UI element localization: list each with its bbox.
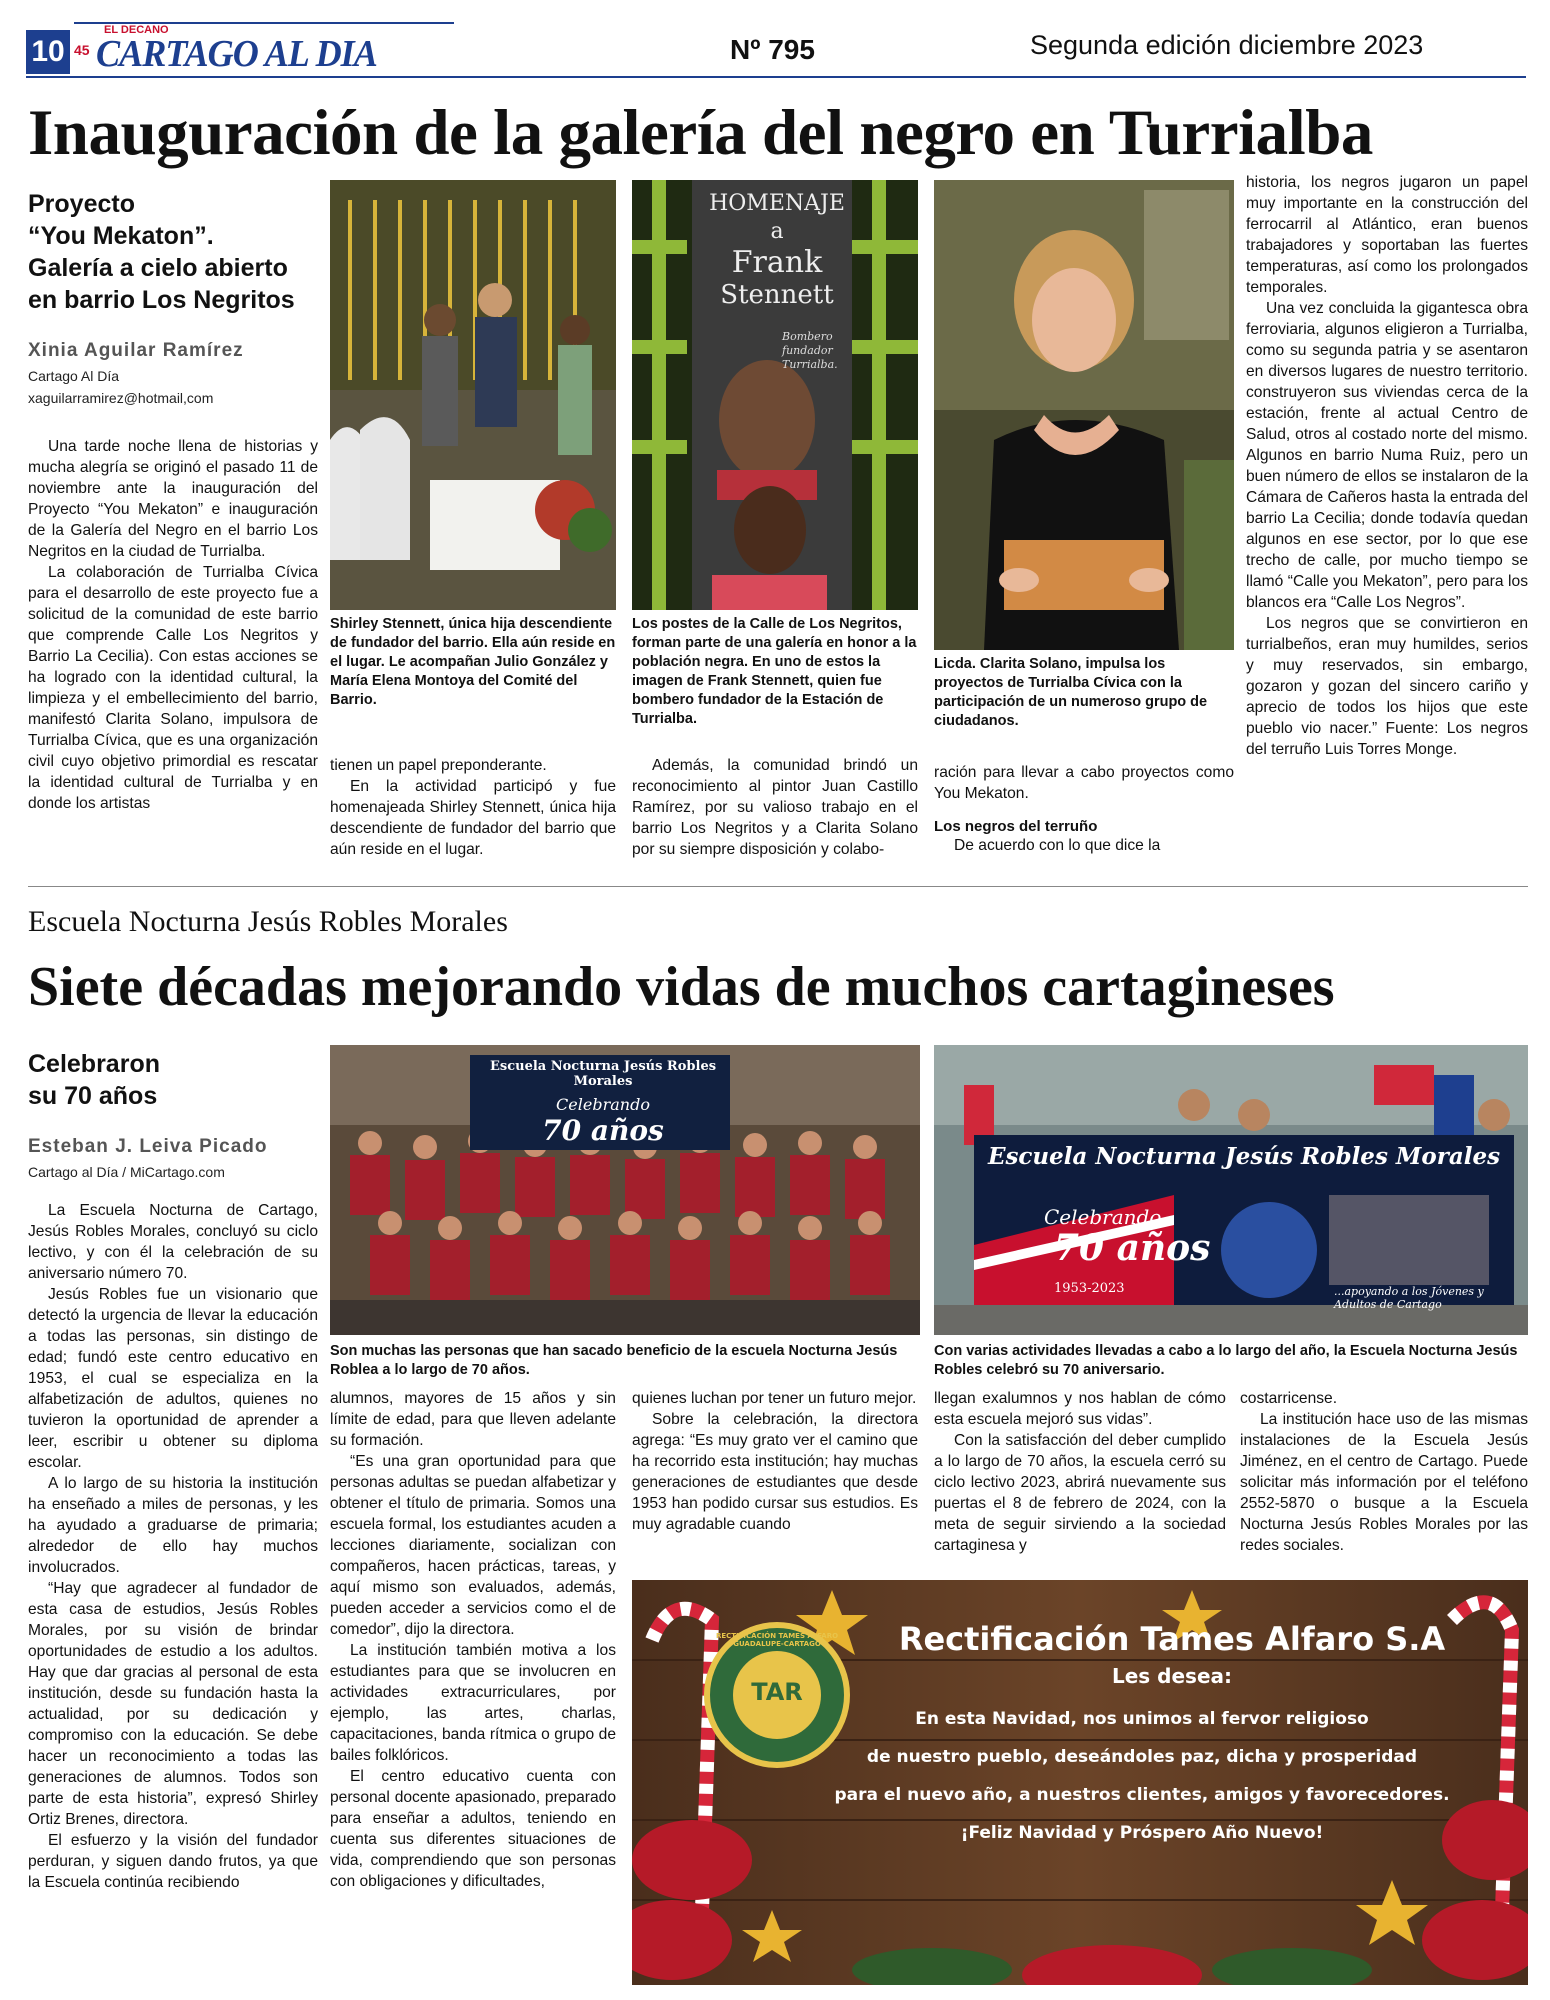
painting-line: a (770, 219, 784, 244)
article1-author: Xinia Aguilar Ramírez (28, 340, 244, 361)
paragraph: Los negros que se convirtieron en turrialbeños, eran muy humildes, serios y muy reservados, sin embargo, gozaron y gozan del sincero cariño y aprecio de todos los hijos que este pueblo vio nacer.” Fuente: Los negros del terruño Luis Torres Monge. (1246, 615, 1528, 758)
photo-caption: Son muchas las personas que han sacado beneficio de la escuela Nocturna Jesús Roblea a lo largo de 70 años. (330, 1343, 898, 1378)
paragraph: quienes luchan por tener un futuro mejor. (632, 1390, 917, 1407)
photo-shirley-stennett (330, 180, 616, 610)
paragraph: Además, la comunidad brindó un reconocimiento al pintor Juan Castillo Ramírez, por su valioso trabajo en el barrio Los Negritos y a Clarita Solano por su siempre disposición y colabo- (632, 757, 918, 858)
painting-line: Turrialba. (782, 358, 838, 371)
page-number: 10 (26, 30, 70, 74)
ad-line: de nuestro pueblo, deseándoles paz, dicha y prosperidad (866, 1747, 1418, 1767)
paragraph: costarricense. (1240, 1390, 1338, 1407)
ad-logo-ring: RECTIFICACIÓN TAMES ALFARO GUADALUPE-CARTAGO (715, 1632, 839, 1648)
paragraph: De acuerdo con lo que dice la (954, 837, 1161, 854)
paragraph: tienen un papel preponderante. (330, 757, 547, 774)
logo-text: CARTAGO AL DIA (96, 33, 377, 75)
article1-col4 (934, 762, 1234, 856)
paragraph: La Escuela Nocturna de Cartago, Jesús Robles Morales, concluyó su ciclo lectivo, y con él la celebración de su aniversario número 70. (28, 1202, 318, 1282)
paragraph: “Hay que agradecer al fundador de esta casa de estudios, Jesús Robles Morales, por su visión de brindar oportunidades de estudio a los adultos. Hay que dar gracias al personal de esta institución, desde su fundación hasta la actualidad, por su dedicación y compromiso con la educación. Se debe hacer un reconocimiento a todas las generaciones de alumnos. Todos son parte de esta historia”, expresó Shirley Ortiz Brenes, directora. (28, 1580, 318, 1828)
paragraph: Con la satisfacción del deber cumplido a lo largo de 70 años, la escuela cerró su ciclo lectivo 2023, abrirá nuevamente sus puertas el 8 de febrero de 2024, con la meta de seguir sirviendo a la sociedad cartaginesa y (934, 1432, 1226, 1554)
paragraph: La institución también motiva a los estudiantes para que se involucren en actividades extracurriculares, por ejemplo, las artes, charlas, capacitaciones, banda rítmica o grupo de bailes folklóricos. (330, 1642, 616, 1764)
painting-subtext (782, 330, 852, 372)
article1-headline: Inauguración de la galería del negro en Turrialba (28, 97, 1373, 169)
article1-col1 (28, 436, 318, 814)
group-banner (478, 1059, 728, 1147)
article1-kicker (28, 188, 318, 406)
banner-line: 70 años (1054, 1227, 1211, 1269)
article2-kicker (28, 1048, 318, 1180)
paragraph: “Es una gran oportunidad para que personas adultas se puedan alfabetizar y obtener el título de primaria. Somos una escuela formal, los estudiantes acuden a lecciones diariamente, socializan con compañeros, hacen prácticas, tareas, y aquí mismo son evaluados, además, pueden acceder a servicios como el de comedor”, dijo la directora. (330, 1453, 616, 1638)
kicker-line: su 70 años (28, 1082, 158, 1110)
painting-line: Frank (731, 245, 823, 280)
photo-students-group (330, 1045, 920, 1335)
ad-logo: TAR (751, 1678, 803, 1706)
ad-line: para el nuevo año, a nuestros clientes, amigos y favorecedores. (834, 1785, 1450, 1805)
banner-line: 70 años (542, 1114, 664, 1147)
photo-painted-post (632, 180, 918, 610)
edition-label: Segunda edición diciembre 2023 (1030, 30, 1424, 60)
article2-col4 (934, 1388, 1226, 1556)
paragraph: Una vez concluida la gigantesca obra ferroviaria, algunos eligieron a Turrialba, como su segunda patria y se asentaron en diversos lugares de nuestro territorio. construyeron sus viviendas cerca de la estación, frente al actual Centro de Salud, otros al costado norte del mismo. Algunos en barrio Numa Ruiz, pero un buen número de ellos se instalaron de la Cámara de Cañeros hasta la entrada del barrio La Cecilia; donde todavía quedan algunos en ese sector, por lo que ese trecho de calle, por mucho tiempo se llamó “Calle you Mekaton”, pero para los blancos era “Calle Los Negros”. (1246, 300, 1528, 611)
paragraph: alumnos, mayores de 15 años y sin límite de edad, para que lleven adelante su formación. (330, 1390, 616, 1449)
newspaper-logo (74, 24, 377, 76)
ad-company: Rectificación Tames Alfaro S.A (898, 1620, 1446, 1658)
painting-line: HOMENAJE (709, 191, 845, 216)
article1-col5 (1246, 172, 1528, 760)
logo-badge: 45 (74, 42, 90, 58)
photo-caption: Shirley Stennett, única hija descendiente de fundador del barrio. Ella aún reside en el lugar. Le acompañan Julio González y María Elena Montoya del Comité del Barrio. (330, 616, 616, 708)
paragraph: Una tarde noche llena de historias y mucha alegría se originó el pasado 11 de noviembre ante la inauguración del Proyecto “You Mekaton” e inauguración de la Galería del Negro en el barrio Los Negritos en la ciudad de Turrialba. (28, 438, 318, 560)
banner-line: Celebrando (556, 1095, 650, 1114)
kicker-line: “You Mekaton”. (28, 222, 214, 250)
kicker-line: en barrio Los Negritos (28, 286, 295, 314)
ad-line: ¡Feliz Navidad y Próspero Año Nuevo! (960, 1823, 1324, 1843)
article1-email: xaguilarramirez@hotmail,com (28, 390, 214, 406)
banner-line: ...apoyando a los Jóvenes y Adultos de Cartago (1334, 1285, 1484, 1311)
paragraph: El centro educativo cuenta con personal docente apasionado, preparado para enseñar a adultos, teniendo en cuenta sus diferentes situaciones de vida, comprendiendo que son personas con obligaciones y dificultades, (330, 1768, 616, 1890)
paragraph: La colaboración de Turrialba Cívica para el desarrollo de este proyecto fue a solicitud de la comunidad de este barrio que comprende Calle Los Negritos y Barrio La Cecilia). Con estas acciones se ha logrado con la identidad cultural, la limpieza y el embellecimiento del barrio, manifestó Clarita Solano, impulsora de Turrialba Cívica, que es una organización civil cuyo objetivo primordial es rescatar la identidad cultural de Turrialba y en donde los artistas (28, 564, 318, 812)
paragraph: En la actividad participó y fue homenajeada Shirley Stennett, única hija descendiente de fundador del barrio que aún reside en el lugar. (330, 778, 616, 858)
issue-number: Nº 795 (730, 34, 815, 65)
painting-line: Stennett (720, 280, 834, 310)
article2-section: Escuela Nocturna Jesús Robles Morales (28, 905, 508, 938)
kicker-line: Celebraron (28, 1050, 160, 1078)
article1-outlet: Cartago Al Día (28, 368, 120, 384)
article2-col3 (632, 1388, 918, 1535)
painting-line: Bombero (782, 330, 833, 343)
ad-message (792, 1700, 1492, 1852)
article1-col3 (632, 755, 918, 860)
article2-col2 (330, 1388, 616, 1892)
paragraph: Jesús Robles fue un visionario que detectó la urgencia de llevar la educación a todas las personas, sin distingo de edad; fundó este centro educativo en 1953, el cual se especializa en la alfabetización de adultos, quienes no tuvieron la oportunidad de aprender a leer, escribir u obtener su diploma escolar. (28, 1286, 318, 1471)
banner-line: Celebrando (1044, 1205, 1162, 1229)
banner-line: Escuela Nocturna Jesús Robles Morales (489, 1059, 717, 1089)
paragraph: ración para llevar a cabo proyectos como You Mekaton. (934, 764, 1234, 802)
photo-caption: Con varias actividades llevadas a cabo a lo largo del año, la Escuela Nocturna Jesús Robles celebró su 70 aniversario. (934, 1343, 1518, 1378)
paragraph: El esfuerzo y la visión del fundador perduran, y siguen dando frutos, ya que la Escuela continúa recibiendo (28, 1832, 318, 1891)
article1-subhead: Los negros del terruño (934, 818, 1098, 835)
article2-author: Esteban J. Leiva Picado (28, 1136, 268, 1157)
article1-col2 (330, 755, 616, 860)
ad-line: En esta Navidad, nos unimos al fervor religioso (915, 1709, 1369, 1729)
logo-tagline: EL DECANO (104, 24, 169, 36)
article2-outlet: Cartago al Día / MiCartago.com (28, 1164, 225, 1180)
paragraph: La institución hace uso de las mismas instalaciones de la Escuela Jesús Jiménez, en el centro de Cartago. Puede solicitar más información por el teléfono 2552-5870 o busque a la Escuela Nocturna Jesús Robles Morales por las redes sociales. (1240, 1411, 1528, 1554)
paragraph: Sobre la celebración, la directora agrega: “Es muy grato ver el camino que ha recorrido esta institución; hay muchas generaciones de estudiantes que desde 1953 han podido cursar sus estudios. Es muy agradable cuando (632, 1411, 918, 1533)
article2-headline: Siete décadas mejorando vidas de muchos cartagineses (28, 956, 1335, 1018)
photo-caption: Licda. Clarita Solano, impulsa los proyectos de Turrialba Cívica con la participación de un numeroso grupo de ciudadanos. (934, 656, 1208, 729)
photo-clarita-solano (934, 180, 1234, 650)
photo-parade-banner (934, 1045, 1528, 1335)
article2-col1 (28, 1200, 318, 1893)
photo-caption: Los postes de la Calle de Los Negritos, forman parte de una galería en honor a la población negra. En uno de estos la imagen de Frank Stennett, quien fue bombero fundador de la Estación de Turrialba. (632, 616, 917, 727)
ad-greeting: Les desea: (1111, 1664, 1233, 1688)
banner-title: Escuela Nocturna Jesús Robles Morales (987, 1143, 1501, 1170)
paragraph: A lo largo de su historia la institución ha enseñado a miles de personas, y les ha ayudado a graduarse de primaria; alrededor de ello hay muchos involucrados. (28, 1475, 318, 1576)
banner-line: 1953-2023 (1054, 1281, 1125, 1296)
paragraph: llegan exalumnos y nos hablan de cómo esta escuela mejoró sus vidas”. (934, 1390, 1226, 1428)
painting-text (707, 190, 847, 310)
article2-col5 (1240, 1388, 1528, 1556)
painting-line: fundador (782, 344, 833, 357)
christmas-ad (632, 1580, 1528, 1985)
paragraph: historia, los negros jugaron un papel muy importante en la construcción del ferrocarril al Atlántico, eran buenos trabajadores y soportaban las fuertes temperaturas, así como los prolongados temporales. (1246, 174, 1528, 296)
kicker-line: Proyecto (28, 190, 135, 218)
kicker-line: Galería a cielo abierto (28, 254, 288, 282)
masthead-rule (26, 76, 1526, 78)
section-divider (28, 886, 1528, 887)
